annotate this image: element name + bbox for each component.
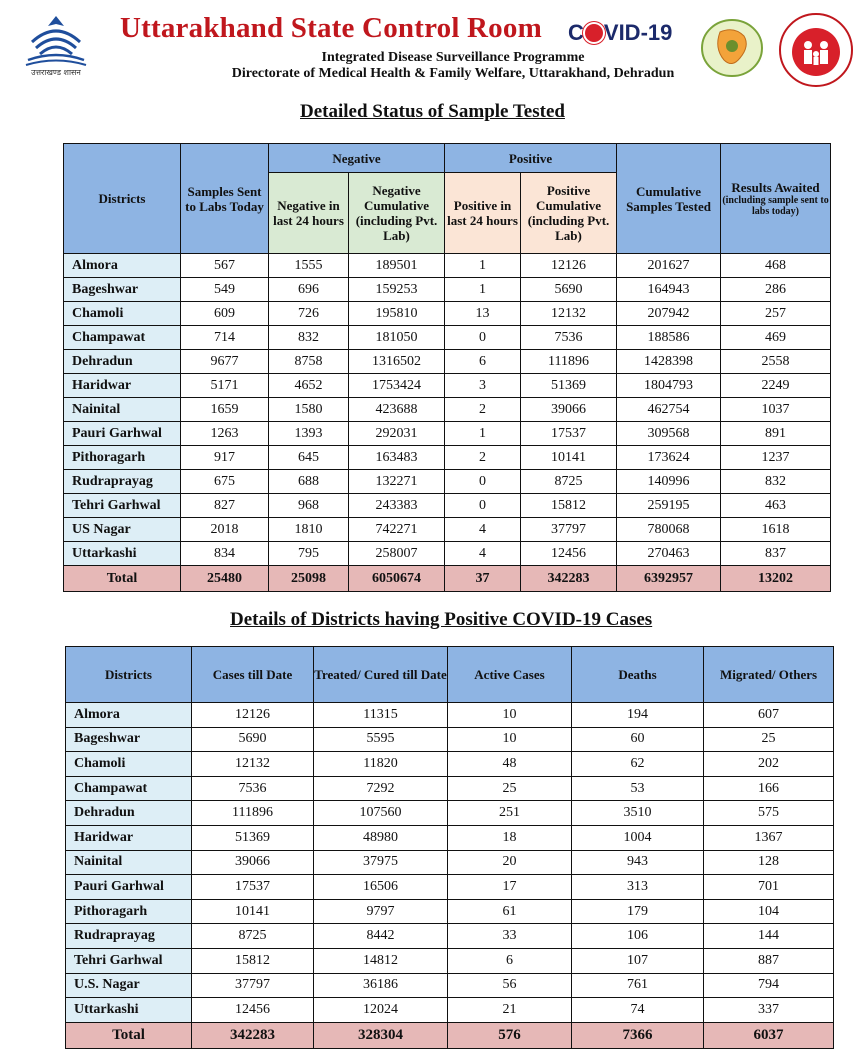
cell-migrated-others: 166 [704,776,834,801]
cell-awaited: 1237 [721,446,831,470]
cell-districts: Dehradun [66,801,192,826]
cell-awaited: 13202 [721,566,831,592]
cell-district: Total [64,566,181,592]
cell-awaited: 257 [721,302,831,326]
cell-pos-cum: 111896 [521,350,617,374]
sample-table-title: Detailed Status of Sample Tested [300,101,565,122]
cell-migrated-others: 794 [704,973,834,998]
table-row [64,542,831,566]
cell-active-cases: 251 [448,801,572,826]
cell-cum-tested: 140996 [617,470,721,494]
cell-district: Uttarkashi [64,542,181,566]
cell-deaths: 62 [572,752,704,777]
header-migrated-others: Migrated/ Others [704,647,834,703]
table-row [66,998,834,1023]
cell-districts: U.S. Nagar [66,973,192,998]
cell-active-cases: 10 [448,727,572,752]
header-treated-cured: Treated/ Cured till Date [314,647,448,703]
cell-neg-cum: 1316502 [349,350,445,374]
cell-cases-till-date: 5690 [192,727,314,752]
table-row [66,850,834,875]
cell-neg-24: 1393 [269,422,349,446]
table-row [66,948,834,973]
table-row [64,494,831,518]
table-row [64,398,831,422]
cell-neg-cum: 258007 [349,542,445,566]
cell-treated-cured: 11820 [314,752,448,777]
cell-treated-cured: 5595 [314,727,448,752]
cell-active-cases: 61 [448,899,572,924]
cell-migrated-others: 128 [704,850,834,875]
cell-awaited: 1037 [721,398,831,422]
cell-districts: Haridwar [66,825,192,850]
cell-district: Champawat [64,326,181,350]
cell-treated-cured: 37975 [314,850,448,875]
cell-neg-cum: 163483 [349,446,445,470]
cell-neg-24: 1555 [269,254,349,278]
cell-deaths: 107 [572,948,704,973]
cell-pos-24: 37 [445,566,521,592]
table-row [66,776,834,801]
cell-cases-till-date: 10141 [192,899,314,924]
table-row [66,752,834,777]
cell-cum-tested: 173624 [617,446,721,470]
cell-cases-till-date: 39066 [192,850,314,875]
cell-cases-till-date: 37797 [192,973,314,998]
cell-treated-cured: 14812 [314,948,448,973]
cell-neg-cum: 159253 [349,278,445,302]
cell-deaths: 53 [572,776,704,801]
cell-districts: Total [66,1022,192,1048]
cell-migrated-others: 701 [704,875,834,900]
cell-district: Tehri Garhwal [64,494,181,518]
cell-district: Dehradun [64,350,181,374]
idsp-logo [700,18,764,78]
cell-awaited: 1618 [721,518,831,542]
header-awaited-label: Results Awaited [731,180,820,195]
cell-samples-sent: 567 [181,254,269,278]
cell-active-cases: 17 [448,875,572,900]
cell-active-cases: 21 [448,998,572,1023]
cell-samples-sent: 827 [181,494,269,518]
cell-cum-tested: 462754 [617,398,721,422]
cell-pos-24: 6 [445,350,521,374]
header-results-awaited [721,144,831,254]
table-row [64,278,831,302]
cell-active-cases: 18 [448,825,572,850]
table-row [64,518,831,542]
table-row [64,302,831,326]
table-row [66,825,834,850]
header-neg-24: Negative in last 24 hours [269,173,349,254]
cell-cum-tested: 1428398 [617,350,721,374]
cell-pos-cum: 12456 [521,542,617,566]
title-line [120,12,700,52]
cell-districts: Bageshwar [66,727,192,752]
cell-active-cases: 10 [448,703,572,728]
cell-district: Haridwar [64,374,181,398]
cell-samples-sent: 917 [181,446,269,470]
cell-cum-tested: 6392957 [617,566,721,592]
cell-district: Almora [64,254,181,278]
cell-cum-tested: 201627 [617,254,721,278]
cell-pos-24: 2 [445,446,521,470]
cell-pos-cum: 12132 [521,302,617,326]
cell-samples-sent: 834 [181,542,269,566]
cell-districts: Pauri Garhwal [66,875,192,900]
subtitle-programme: Integrated Disease Surveillance Programme [321,50,585,65]
cell-cases-till-date: 12126 [192,703,314,728]
cell-pos-24: 4 [445,518,521,542]
cell-pos-cum: 8725 [521,470,617,494]
cell-neg-24: 645 [269,446,349,470]
cell-district: Chamoli [64,302,181,326]
cell-deaths: 943 [572,850,704,875]
header-active-cases: Active Cases [448,647,572,703]
cell-samples-sent: 5171 [181,374,269,398]
cell-deaths: 761 [572,973,704,998]
cell-samples-sent: 675 [181,470,269,494]
cell-districts: Pithoragarh [66,899,192,924]
idsp-logo-icon [700,18,764,78]
table-row [66,899,834,924]
cell-deaths: 179 [572,899,704,924]
cell-cum-tested: 1804793 [617,374,721,398]
cell-awaited: 2249 [721,374,831,398]
cell-samples-sent: 1263 [181,422,269,446]
covid-logo-text: C VID-19 [568,20,673,45]
cell-migrated-others: 575 [704,801,834,826]
cell-migrated-others: 887 [704,948,834,973]
cell-cases-till-date: 7536 [192,776,314,801]
cell-awaited: 891 [721,422,831,446]
cell-neg-24: 8758 [269,350,349,374]
subtitle-directorate: Directorate of Medical Health & Family Welfare, Uttarakhand, Dehradun [231,66,675,81]
cell-pos-24: 13 [445,302,521,326]
table-row [66,973,834,998]
cell-pos-24: 0 [445,494,521,518]
cell-districts: Tehri Garhwal [66,948,192,973]
cell-neg-24: 1810 [269,518,349,542]
cell-neg-24: 4652 [269,374,349,398]
page-title: Uttarakhand State Control Room [120,12,542,44]
cases-table [65,646,834,1049]
cell-cases-till-date: 12456 [192,998,314,1023]
cell-migrated-others: 202 [704,752,834,777]
cell-awaited: 468 [721,254,831,278]
table-row [66,703,834,728]
cell-active-cases: 56 [448,973,572,998]
cases-table-title: Details of Districts having Positive COVID-19 Cases [230,609,653,630]
cell-pos-cum: 37797 [521,518,617,542]
cell-district: Nainital [64,398,181,422]
cell-active-cases: 6 [448,948,572,973]
header-awaited-note: (including sample sent to labs today) [722,195,829,217]
cell-deaths: 3510 [572,801,704,826]
cell-active-cases: 576 [448,1022,572,1048]
cell-district: Pithoragarh [64,446,181,470]
virus-icon [585,24,603,42]
cell-pos-24: 4 [445,542,521,566]
table-row [64,254,831,278]
cell-districts: Nainital [66,850,192,875]
header-districts: Districts [66,647,192,703]
nhm-logo [778,12,854,88]
cell-treated-cured: 107560 [314,801,448,826]
cell-treated-cured: 11315 [314,703,448,728]
cell-migrated-others: 1367 [704,825,834,850]
table-row [66,924,834,949]
cell-neg-24: 832 [269,326,349,350]
table-row [66,875,834,900]
cell-treated-cured: 36186 [314,973,448,998]
cell-pos-cum: 15812 [521,494,617,518]
cell-pos-24: 3 [445,374,521,398]
cell-migrated-others: 337 [704,998,834,1023]
cell-cum-tested: 780068 [617,518,721,542]
cell-deaths: 60 [572,727,704,752]
cell-cum-tested: 164943 [617,278,721,302]
cell-pos-cum: 12126 [521,254,617,278]
cell-pos-cum: 10141 [521,446,617,470]
header-deaths: Deaths [572,647,704,703]
cell-awaited: 2558 [721,350,831,374]
cell-samples-sent: 25480 [181,566,269,592]
cell-neg-cum: 1753424 [349,374,445,398]
cell-neg-cum: 292031 [349,422,445,446]
cell-neg-cum: 132271 [349,470,445,494]
cell-active-cases: 25 [448,776,572,801]
header-cumulative-tested: Cumulative Samples Tested [617,144,721,254]
cell-districts: Champawat [66,776,192,801]
total-row [66,1022,834,1048]
cell-districts: Chamoli [66,752,192,777]
cell-neg-cum: 195810 [349,302,445,326]
cell-pos-cum: 7536 [521,326,617,350]
cell-migrated-others: 6037 [704,1022,834,1048]
cell-samples-sent: 2018 [181,518,269,542]
cell-neg-cum: 189501 [349,254,445,278]
cell-active-cases: 33 [448,924,572,949]
cell-neg-24: 726 [269,302,349,326]
table-row [64,374,831,398]
header-pos-cum: Positive Cumulative (including Pvt. Lab) [521,173,617,254]
table-row [64,422,831,446]
header-positive: Positive [445,144,617,173]
cell-neg-cum: 181050 [349,326,445,350]
cell-cases-till-date: 51369 [192,825,314,850]
header-neg-cum: Negative Cumulative (including Pvt. Lab) [349,173,445,254]
cell-pos-24: 0 [445,326,521,350]
table-row [66,801,834,826]
cell-neg-24: 1580 [269,398,349,422]
cell-pos-24: 1 [445,254,521,278]
table-row [66,727,834,752]
nhm-logo-icon [778,12,854,88]
cell-samples-sent: 714 [181,326,269,350]
cell-awaited: 837 [721,542,831,566]
cell-pos-24: 1 [445,278,521,302]
cell-awaited: 463 [721,494,831,518]
cell-cases-till-date: 111896 [192,801,314,826]
cell-samples-sent: 9677 [181,350,269,374]
cell-treated-cured: 9797 [314,899,448,924]
cell-treated-cured: 8442 [314,924,448,949]
cell-awaited: 286 [721,278,831,302]
cell-cases-till-date: 8725 [192,924,314,949]
cell-deaths: 7366 [572,1022,704,1048]
cell-pos-cum: 51369 [521,374,617,398]
cell-cases-till-date: 12132 [192,752,314,777]
cell-cum-tested: 270463 [617,542,721,566]
cell-migrated-others: 104 [704,899,834,924]
cell-treated-cured: 48980 [314,825,448,850]
cell-neg-cum: 6050674 [349,566,445,592]
logo-caption: उत्तराखण्ड शासन [31,68,81,77]
table-header-row [64,144,831,173]
cell-cases-till-date: 15812 [192,948,314,973]
header-districts: Districts [64,144,181,254]
table-header-row [66,647,834,703]
table-row [64,446,831,470]
table-row [64,326,831,350]
cell-deaths: 194 [572,703,704,728]
cell-pos-cum: 5690 [521,278,617,302]
page-header [0,0,866,95]
cell-district: Pauri Garhwal [64,422,181,446]
cell-migrated-others: 607 [704,703,834,728]
cell-samples-sent: 609 [181,302,269,326]
cell-treated-cured: 16506 [314,875,448,900]
cell-neg-cum: 742271 [349,518,445,542]
cell-neg-cum: 243383 [349,494,445,518]
cell-treated-cured: 12024 [314,998,448,1023]
header-cases-till-date: Cases till Date [192,647,314,703]
cell-samples-sent: 549 [181,278,269,302]
header-negative: Negative [269,144,445,173]
cell-cum-tested: 259195 [617,494,721,518]
cases-table-body [66,703,834,1049]
cell-treated-cured: 7292 [314,776,448,801]
header-pos-24: Positive in last 24 hours [445,173,521,254]
cell-deaths: 1004 [572,825,704,850]
sample-table-body [64,254,831,592]
cell-neg-24: 688 [269,470,349,494]
cell-deaths: 106 [572,924,704,949]
cell-pos-cum: 17537 [521,422,617,446]
cell-neg-cum: 423688 [349,398,445,422]
table-row [64,470,831,494]
cell-active-cases: 48 [448,752,572,777]
cell-neg-24: 795 [269,542,349,566]
header-samples-sent: Samples Sent to Labs Today [181,144,269,254]
total-row [64,566,831,592]
cell-cases-till-date: 17537 [192,875,314,900]
cell-migrated-others: 144 [704,924,834,949]
cell-districts: Almora [66,703,192,728]
cell-treated-cured: 328304 [314,1022,448,1048]
cell-neg-24: 696 [269,278,349,302]
cell-cum-tested: 309568 [617,422,721,446]
cell-cases-till-date: 342283 [192,1022,314,1048]
cell-district: US Nagar [64,518,181,542]
sample-status-table [63,143,831,592]
cell-pos-24: 1 [445,422,521,446]
cell-cum-tested: 207942 [617,302,721,326]
cell-districts: Rudraprayag [66,924,192,949]
cell-neg-24: 25098 [269,566,349,592]
cell-migrated-others: 25 [704,727,834,752]
cell-pos-cum: 342283 [521,566,617,592]
cell-deaths: 313 [572,875,704,900]
table-row [64,350,831,374]
cell-active-cases: 20 [448,850,572,875]
cell-samples-sent: 1659 [181,398,269,422]
cell-deaths: 74 [572,998,704,1023]
cell-awaited: 469 [721,326,831,350]
cell-pos-cum: 39066 [521,398,617,422]
cell-cum-tested: 188586 [617,326,721,350]
cell-neg-24: 968 [269,494,349,518]
cell-pos-24: 2 [445,398,521,422]
cell-district: Rudraprayag [64,470,181,494]
cell-awaited: 832 [721,470,831,494]
cell-district: Bageshwar [64,278,181,302]
cell-pos-24: 0 [445,470,521,494]
cell-districts: Uttarkashi [66,998,192,1023]
